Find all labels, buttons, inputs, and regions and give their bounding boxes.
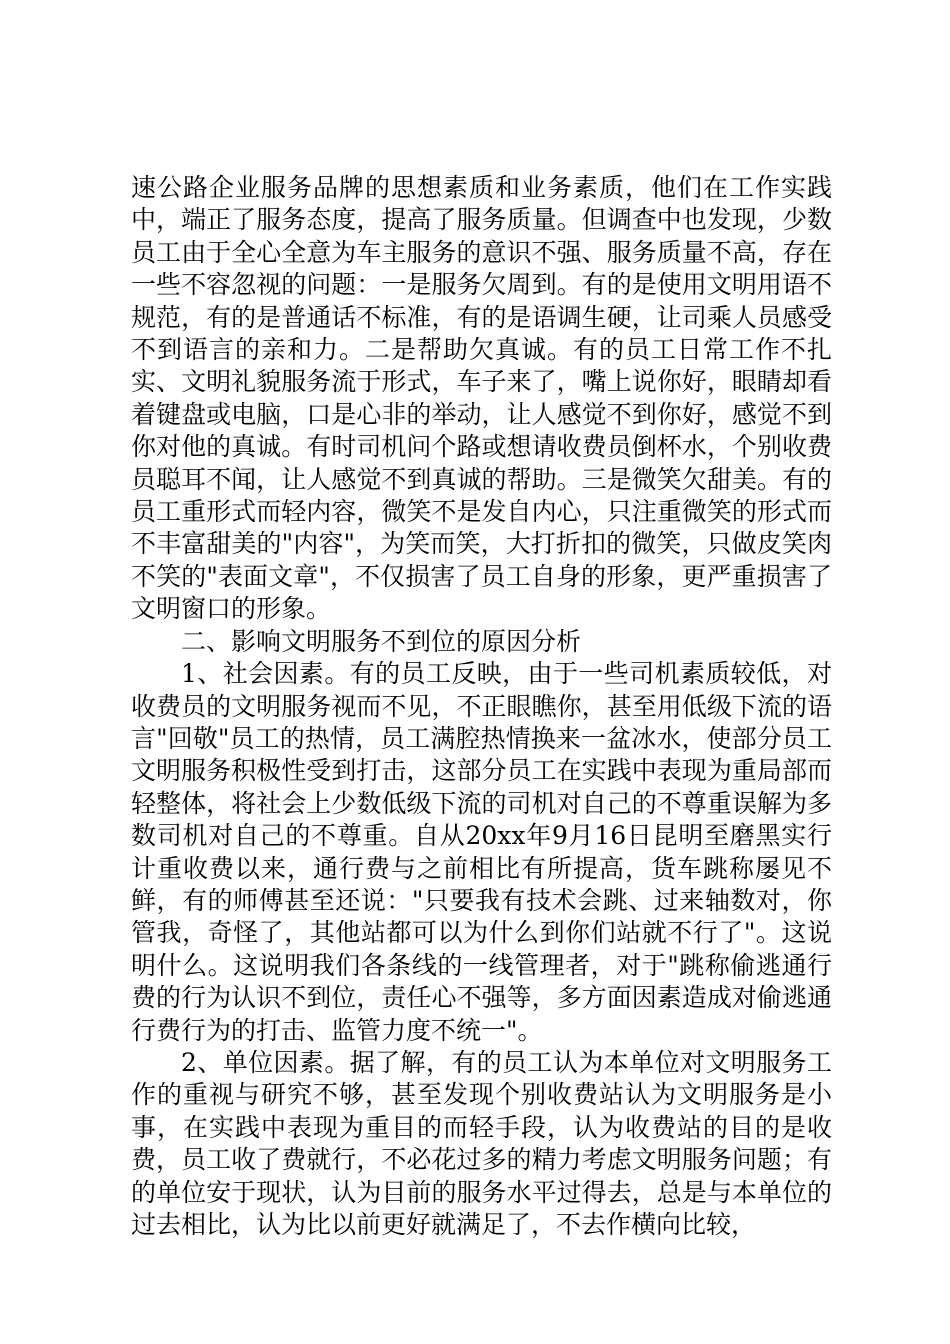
paragraph-unit-factors: 2、单位因素。据了解，有的员工认为本单位对文明服务工作的重视与研究不够，甚至发现个别收费站认为文明服务是小事，在实践中表现为重目的而轻手段，认为收费站的目的是收费，员工收了费就行，不必花过多的精力考虑文明服务问题；有的单位安于现状，认为目前的服务水平过得去，总是与本单位的过去相比，认为比以前更好就满足了，不去作横向比较， [131, 1047, 832, 1239]
paragraph-problems: 速公路企业服务品牌的思想素质和业务素质，他们在工作实践中，端正了服务态度，提高了服务质量。但调查中也发现，少数员工由于全心全意为车主服务的意识不强、服务质量不高，存在一些不容忽视的问题：一是服务欠周到。有的是使用文明用语不规范，有的是普通话不标准，有的是语调生硬，让司乘人员感受不到语言的亲和力。二是帮助欠真诚。有的员工日常工作不扎实、文明礼貌服务流于形式，车子来了，嘴上说你好，眼睛却看着键盘或电脑，口是心非的举动，让人感觉不到你好，感觉不到你对他的真诚。有时司机问个路或想请收费员倒杯水，个别收费员聪耳不闻，让人感觉不到真诚的帮助。三是微笑欠甜美。有的员工重形式而轻内容，微笑不是发自内心，只注重微笑的形式而不丰富甜美的"内容"，为笑而笑，大打折扣的微笑，只做皮笑肉不笑的"表面文章"，不仅损害了员工自身的形象，更严重损害了文明窗口的形象。 [131, 173, 832, 624]
section-heading-causes: 二、影响文明服务不到位的原因分析 [181, 626, 582, 656]
paragraph-social-factors: 1、社会因素。有的员工反映，由于一些司机素质较低，对收费员的文明服务视而不见，不正眼瞧你，甚至用低级下流的语言"回敬"员工的热情，员工满腔热情换来一盆冰水，使部分员工文明服务积极性受到打击，这部分员工在实践中表现为重局部而轻整体，将社会上少数低级下流的司机对自己的不尊重误解为多数司机对自己的不尊重。自从20xx年9月16日昆明至磨黑实行计重收费以来，通行费与之前相比有所提高，货车跳称屡见不鲜，有的师傅甚至还说："只要我有技术会跳、过来轴数对，你管我，奇怪了，其他站都可以为什么到你们站就不行了"。这说明什么。这说明我们各条线的一线管理者，对于"跳称偷逃通行费的行为认识不到位，责任心不强等，多方面因素造成对偷逃通行费行为的打击、监管力度不统一"。 [131, 659, 832, 1045]
document-body [131, 172, 832, 1241]
